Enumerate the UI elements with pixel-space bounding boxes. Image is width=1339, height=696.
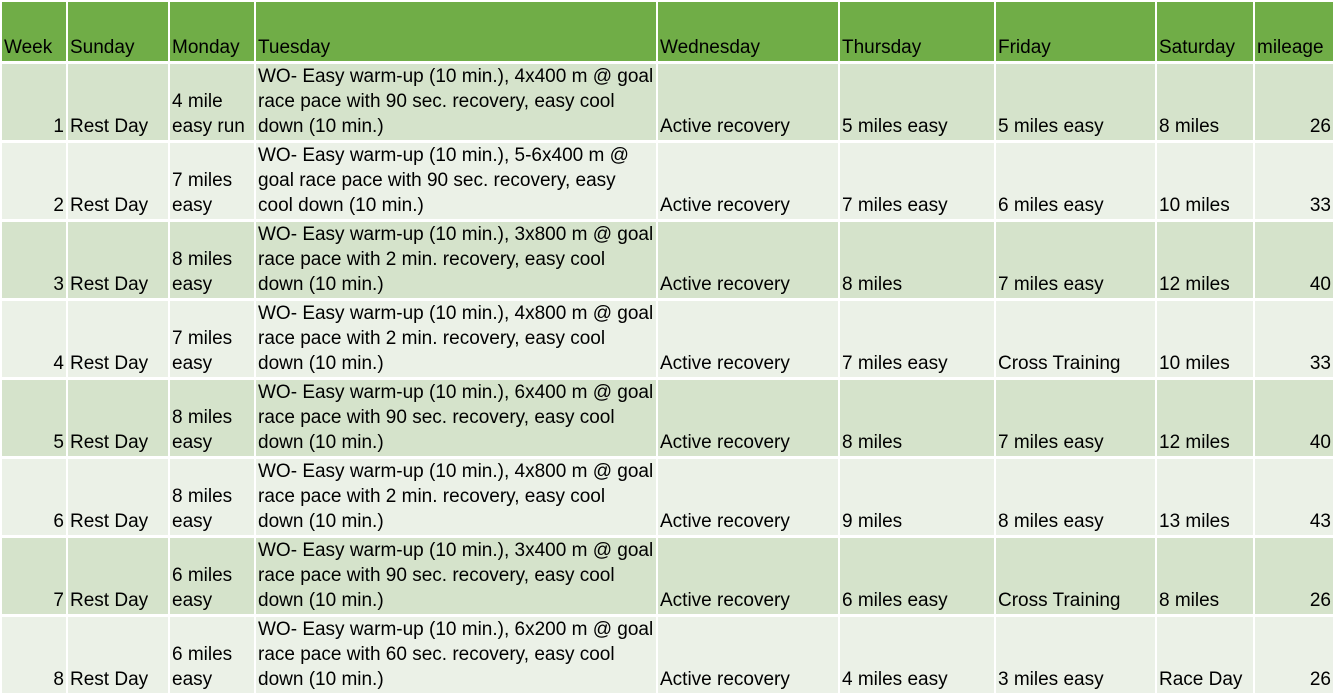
header-week: Week — [2, 2, 68, 64]
table-row — [2, 617, 1335, 696]
saturday-cell: 10 miles — [1157, 143, 1255, 222]
monday-cell: 7 miles easy — [170, 143, 256, 222]
sunday-cell: Rest Day — [68, 380, 170, 459]
table-row — [2, 64, 1335, 143]
saturday-cell: 8 miles — [1157, 64, 1255, 143]
training-plan-table — [2, 2, 1335, 696]
header-saturday: Saturday — [1157, 2, 1255, 64]
tuesday-cell: WO- Easy warm-up (10 min.), 4x800 m @ goal race pace with 2 min. recovery, easy cool down (10 min.) — [256, 301, 658, 380]
mileage-cell: 40 — [1255, 222, 1335, 301]
tuesday-cell: WO- Easy warm-up (10 min.), 6x400 m @ goal race pace with 90 sec. recovery, easy cool down (10 min.) — [256, 380, 658, 459]
week-cell: 6 — [2, 459, 68, 538]
saturday-cell: 12 miles — [1157, 222, 1255, 301]
wednesday-cell: Active recovery — [658, 538, 840, 617]
sunday-cell: Rest Day — [68, 617, 170, 696]
tuesday-cell: WO- Easy warm-up (10 min.), 4x400 m @ goal race pace with 90 sec. recovery, easy cool down (10 min.) — [256, 64, 658, 143]
header-monday: Monday — [170, 2, 256, 64]
saturday-cell: Race Day — [1157, 617, 1255, 696]
week-cell: 4 — [2, 301, 68, 380]
sunday-cell: Rest Day — [68, 538, 170, 617]
week-cell: 8 — [2, 617, 68, 696]
wednesday-cell: Active recovery — [658, 143, 840, 222]
wednesday-cell: Active recovery — [658, 380, 840, 459]
table-row — [2, 143, 1335, 222]
mileage-cell: 33 — [1255, 301, 1335, 380]
sunday-cell: Rest Day — [68, 301, 170, 380]
thursday-cell: 8 miles — [840, 222, 996, 301]
friday-cell: 3 miles easy — [996, 617, 1157, 696]
header-friday: Friday — [996, 2, 1157, 64]
header-tuesday: Tuesday — [256, 2, 658, 64]
mileage-cell: 40 — [1255, 380, 1335, 459]
thursday-cell: 4 miles easy — [840, 617, 996, 696]
tuesday-cell: WO- Easy warm-up (10 min.), 6x200 m @ goal race pace with 60 sec. recovery, easy cool down (10 min.) — [256, 617, 658, 696]
thursday-cell: 7 miles easy — [840, 301, 996, 380]
thursday-cell: 6 miles easy — [840, 538, 996, 617]
friday-cell: 7 miles easy — [996, 380, 1157, 459]
saturday-cell: 12 miles — [1157, 380, 1255, 459]
sunday-cell: Rest Day — [68, 222, 170, 301]
mileage-cell: 43 — [1255, 459, 1335, 538]
header-thursday: Thursday — [840, 2, 996, 64]
week-cell: 1 — [2, 64, 68, 143]
mileage-cell: 26 — [1255, 617, 1335, 696]
header-sunday: Sunday — [68, 2, 170, 64]
wednesday-cell: Active recovery — [658, 459, 840, 538]
sunday-cell: Rest Day — [68, 459, 170, 538]
friday-cell: 6 miles easy — [996, 143, 1157, 222]
wednesday-cell: Active recovery — [658, 301, 840, 380]
saturday-cell: 10 miles — [1157, 301, 1255, 380]
friday-cell: 7 miles easy — [996, 222, 1157, 301]
tuesday-cell: WO- Easy warm-up (10 min.), 5-6x400 m @ goal race pace with 90 sec. recovery, easy cool down (10 min.) — [256, 143, 658, 222]
thursday-cell: 9 miles — [840, 459, 996, 538]
monday-cell: 6 miles easy — [170, 617, 256, 696]
wednesday-cell: Active recovery — [658, 222, 840, 301]
table-row — [2, 380, 1335, 459]
friday-cell: 8 miles easy — [996, 459, 1157, 538]
week-cell: 7 — [2, 538, 68, 617]
monday-cell: 8 miles easy — [170, 459, 256, 538]
week-cell: 2 — [2, 143, 68, 222]
header-wednesday: Wednesday — [658, 2, 840, 64]
monday-cell: 8 miles easy — [170, 222, 256, 301]
tuesday-cell: WO- Easy warm-up (10 min.), 3x800 m @ goal race pace with 2 min. recovery, easy cool down (10 min.) — [256, 222, 658, 301]
wednesday-cell: Active recovery — [658, 64, 840, 143]
monday-cell: 7 miles easy — [170, 301, 256, 380]
monday-cell: 4 mile easy run — [170, 64, 256, 143]
mileage-cell: 26 — [1255, 64, 1335, 143]
header-mileage: mileage — [1255, 2, 1335, 64]
mileage-cell: 33 — [1255, 143, 1335, 222]
table-row — [2, 222, 1335, 301]
week-cell: 5 — [2, 380, 68, 459]
tuesday-cell: WO- Easy warm-up (10 min.), 3x400 m @ goal race pace with 90 sec. recovery, easy cool down (10 min.) — [256, 538, 658, 617]
week-cell: 3 — [2, 222, 68, 301]
thursday-cell: 7 miles easy — [840, 143, 996, 222]
header-row — [2, 2, 1335, 64]
monday-cell: 6 miles easy — [170, 538, 256, 617]
sunday-cell: Rest Day — [68, 64, 170, 143]
saturday-cell: 8 miles — [1157, 538, 1255, 617]
saturday-cell: 13 miles — [1157, 459, 1255, 538]
friday-cell: Cross Training — [996, 538, 1157, 617]
monday-cell: 8 miles easy — [170, 380, 256, 459]
wednesday-cell: Active recovery — [658, 617, 840, 696]
mileage-cell: 26 — [1255, 538, 1335, 617]
thursday-cell: 8 miles — [840, 380, 996, 459]
friday-cell: Cross Training — [996, 301, 1157, 380]
friday-cell: 5 miles easy — [996, 64, 1157, 143]
sunday-cell: Rest Day — [68, 143, 170, 222]
table-row — [2, 459, 1335, 538]
thursday-cell: 5 miles easy — [840, 64, 996, 143]
tuesday-cell: WO- Easy warm-up (10 min.), 4x800 m @ goal race pace with 2 min. recovery, easy cool down (10 min.) — [256, 459, 658, 538]
table-row — [2, 538, 1335, 617]
table-row — [2, 301, 1335, 380]
